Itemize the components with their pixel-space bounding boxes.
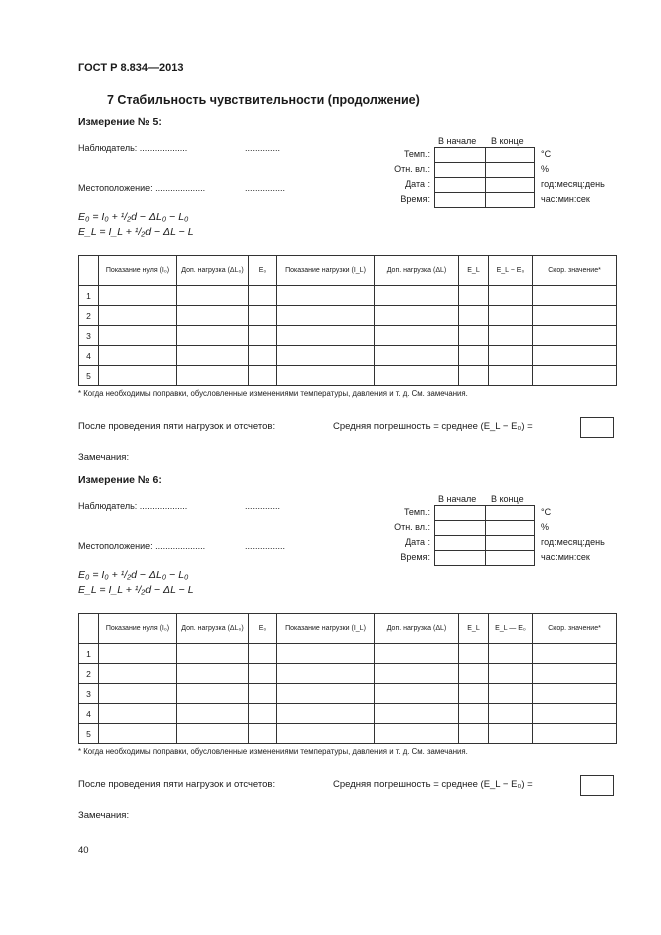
env-row-label: Отн. вл.:: [394, 522, 430, 532]
row-number: 2: [79, 664, 99, 684]
remarks-label: Замечания:: [78, 452, 130, 463]
table-cell[interactable]: [249, 644, 277, 664]
env-row-unit: час:мин:сек: [541, 552, 590, 562]
table-cell[interactable]: [99, 664, 177, 684]
env-end-cell[interactable]: [485, 520, 535, 536]
env-end-cell[interactable]: [485, 147, 535, 163]
formula-el: E_L = I_L + ¹/₂d − ΔL − L: [78, 584, 194, 596]
table-header-cell: E_L — E₀: [489, 614, 533, 644]
table-cell[interactable]: [277, 326, 375, 346]
table-cell[interactable]: [99, 326, 177, 346]
row-number: 3: [79, 684, 99, 704]
mean-error-text: Средняя погрешность = среднее (E_L − E₀) =: [333, 779, 533, 790]
table-cell[interactable]: [249, 306, 277, 326]
table-cell[interactable]: [249, 684, 277, 704]
table-cell[interactable]: [459, 684, 489, 704]
table-cell[interactable]: [459, 704, 489, 724]
measurement-title: Измерение № 6:: [78, 474, 162, 486]
table-cell[interactable]: [459, 286, 489, 306]
env-row-label: Время:: [400, 194, 430, 204]
table-cell[interactable]: [249, 326, 277, 346]
table-cell[interactable]: [177, 326, 249, 346]
table-cell[interactable]: [375, 306, 459, 326]
table-cell[interactable]: [177, 664, 249, 684]
env-row-unit: %: [541, 164, 550, 174]
table-header-cell: Доп. нагрузка (ΔL₀): [177, 256, 249, 286]
table-cell[interactable]: [533, 326, 617, 346]
mean-error-box[interactable]: [580, 417, 614, 438]
table-header-cell: Доп. нагрузка (ΔL): [375, 256, 459, 286]
table-cell[interactable]: [375, 724, 459, 744]
env-start-cell[interactable]: [434, 177, 486, 193]
env-row-label: Отн. вл.:: [394, 164, 430, 174]
remarks-label: Замечания:: [78, 810, 130, 821]
env-row-label: Темп.:: [403, 149, 430, 159]
location-field[interactable]: Местоположение: ....................: [78, 541, 206, 551]
table-header-cell: Скор. значение*: [533, 256, 617, 286]
table-row: [79, 286, 617, 306]
table-cell[interactable]: [533, 346, 617, 366]
env-end-cell[interactable]: [485, 162, 535, 178]
table-cell[interactable]: [249, 346, 277, 366]
row-number: 2: [79, 306, 99, 326]
measurement-title: Измерение № 5:: [78, 116, 162, 128]
measurement-table: [78, 255, 617, 386]
location-field[interactable]: Местоположение: ....................: [78, 183, 206, 193]
document-id: ГОСТ Р 8.834—2013: [78, 62, 184, 74]
col-end-label: В конце: [491, 136, 524, 146]
table-row: [79, 664, 617, 684]
row-number: 1: [79, 286, 99, 306]
env-start-cell[interactable]: [434, 162, 486, 178]
footnote: * Когда необходимы поправки, обусловленные изменениями температуры, давления и т. д. См. замечания.: [78, 747, 468, 756]
table-cell[interactable]: [249, 724, 277, 744]
table-cell[interactable]: [533, 644, 617, 664]
table-cell[interactable]: [99, 684, 177, 704]
after-loads-text: После проведения пяти нагрузок и отсчетов:: [78, 779, 276, 790]
table-cell[interactable]: [277, 664, 375, 684]
table-cell[interactable]: [375, 286, 459, 306]
table-cell[interactable]: [375, 704, 459, 724]
table-header-cell: E_L: [459, 256, 489, 286]
row-number: 4: [79, 704, 99, 724]
table-cell[interactable]: [277, 684, 375, 704]
table-header-cell: E_L: [459, 614, 489, 644]
row-number: 5: [79, 366, 99, 386]
observer-field[interactable]: Наблюдатель: ...................: [78, 143, 188, 153]
table-row: [79, 306, 617, 326]
table-cell[interactable]: [249, 664, 277, 684]
table-header-cell: [79, 614, 99, 644]
table-cell[interactable]: [177, 684, 249, 704]
formula-e0: E₀ = I₀ + ¹/₂d − ΔL₀ − L₀: [78, 211, 189, 223]
env-end-cell[interactable]: [485, 505, 535, 521]
table-row: [79, 366, 617, 386]
col-start-label: В начале: [438, 136, 477, 146]
table-header-cell: [79, 256, 99, 286]
row-number: 5: [79, 724, 99, 744]
table-header-cell: Показание нагрузки (I_L): [277, 256, 375, 286]
table-cell[interactable]: [177, 286, 249, 306]
table-cell[interactable]: [99, 644, 177, 664]
table-cell[interactable]: [489, 724, 533, 744]
col-start-label: В начале: [438, 494, 477, 504]
formula-e0: E₀ = I₀ + ¹/₂d − ΔL₀ − L₀: [78, 569, 189, 581]
table-cell[interactable]: [277, 346, 375, 366]
table-header-cell: Показание нагрузки (I_L): [277, 614, 375, 644]
table-cell[interactable]: [489, 306, 533, 326]
section-title: 7 Стабильность чувствительности (продолжение): [107, 93, 420, 107]
table-cell[interactable]: [533, 684, 617, 704]
table-row: [79, 724, 617, 744]
table-header-cell: E_L − E₀: [489, 256, 533, 286]
location-dots: ................: [245, 183, 286, 193]
table-cell[interactable]: [459, 306, 489, 326]
env-row-unit: год:месяц:день: [541, 179, 605, 189]
table-cell[interactable]: [277, 366, 375, 386]
table-cell[interactable]: [489, 366, 533, 386]
table-cell[interactable]: [249, 366, 277, 386]
env-row-unit: %: [541, 522, 550, 532]
table-cell[interactable]: [375, 684, 459, 704]
table-cell[interactable]: [533, 286, 617, 306]
table-cell[interactable]: [489, 704, 533, 724]
env-start-cell[interactable]: [434, 147, 486, 163]
table-cell[interactable]: [177, 644, 249, 664]
table-cell[interactable]: [533, 306, 617, 326]
env-row-label: Дата :: [405, 179, 430, 189]
table-cell[interactable]: [177, 366, 249, 386]
env-row-unit: °С: [541, 149, 552, 159]
env-row-label: Время:: [400, 552, 430, 562]
table-cell[interactable]: [375, 644, 459, 664]
table-cell[interactable]: [99, 704, 177, 724]
table-cell[interactable]: [375, 346, 459, 366]
table-cell[interactable]: [489, 664, 533, 684]
table-cell[interactable]: [277, 306, 375, 326]
env-row-label: Дата :: [405, 537, 430, 547]
observer-field[interactable]: Наблюдатель: ...................: [78, 501, 188, 511]
table-cell[interactable]: [99, 306, 177, 326]
page-number: 40: [78, 845, 89, 856]
table-cell[interactable]: [99, 286, 177, 306]
table-cell[interactable]: [533, 366, 617, 386]
table-cell[interactable]: [459, 664, 489, 684]
table-cell[interactable]: [459, 366, 489, 386]
table-cell[interactable]: [459, 326, 489, 346]
env-end-cell[interactable]: [485, 177, 535, 193]
table-cell[interactable]: [177, 346, 249, 366]
table-cell[interactable]: [489, 644, 533, 664]
table-cell[interactable]: [375, 326, 459, 346]
env-start-cell[interactable]: [434, 505, 486, 521]
after-loads-text: После проведения пяти нагрузок и отсчетов:: [78, 421, 276, 432]
table-cell[interactable]: [533, 724, 617, 744]
env-end-cell[interactable]: [485, 192, 535, 208]
table-header-cell: Скор. значение*: [533, 614, 617, 644]
env-start-cell[interactable]: [434, 520, 486, 536]
env-row-unit: °С: [541, 507, 552, 517]
formula-el: E_L = I_L + ¹/₂d − ΔL − L: [78, 226, 194, 238]
table-cell[interactable]: [99, 366, 177, 386]
table-cell[interactable]: [459, 346, 489, 366]
table-cell[interactable]: [489, 326, 533, 346]
table-cell[interactable]: [459, 644, 489, 664]
row-number: 4: [79, 346, 99, 366]
row-number: 3: [79, 326, 99, 346]
env-row-unit: час:мин:сек: [541, 194, 590, 204]
table-cell[interactable]: [99, 724, 177, 744]
table-header-cell: Доп. нагрузка (ΔL): [375, 614, 459, 644]
footnote: * Когда необходимы поправки, обусловленные изменениями температуры, давления и т. д. См. замечания.: [78, 389, 468, 398]
table-row: [79, 704, 617, 724]
table-cell[interactable]: [177, 704, 249, 724]
env-row-unit: год:месяц:день: [541, 537, 605, 547]
table-cell[interactable]: [249, 286, 277, 306]
observer-dots: ..............: [245, 501, 281, 511]
table-cell[interactable]: [533, 704, 617, 724]
table-row: [79, 644, 617, 664]
table-cell[interactable]: [277, 704, 375, 724]
table-cell[interactable]: [489, 286, 533, 306]
mean-error-text: Средняя погрешность = среднее (E_L − E₀) =: [333, 421, 533, 432]
env-start-cell[interactable]: [434, 535, 486, 551]
measurement-table: [78, 613, 617, 744]
env-start-cell[interactable]: [434, 550, 486, 566]
table-cell[interactable]: [489, 684, 533, 704]
table-cell[interactable]: [249, 704, 277, 724]
mean-error-box[interactable]: [580, 775, 614, 796]
table-row: [79, 684, 617, 704]
env-end-cell[interactable]: [485, 535, 535, 551]
col-end-label: В конце: [491, 494, 524, 504]
table-cell[interactable]: [489, 346, 533, 366]
table-cell[interactable]: [99, 346, 177, 366]
table-cell[interactable]: [375, 664, 459, 684]
table-header-cell: Доп. нагрузка (ΔL₀): [177, 614, 249, 644]
table-row: [79, 326, 617, 346]
env-start-cell[interactable]: [434, 192, 486, 208]
row-number: 1: [79, 644, 99, 664]
table-cell[interactable]: [177, 306, 249, 326]
table-header-cell: Показание нуля (I₀): [99, 614, 177, 644]
table-header-cell: E₀: [249, 256, 277, 286]
table-cell[interactable]: [277, 724, 375, 744]
observer-dots: ..............: [245, 143, 281, 153]
table-cell[interactable]: [459, 724, 489, 744]
table-cell[interactable]: [375, 366, 459, 386]
table-header-cell: Показание нуля (I₀): [99, 256, 177, 286]
env-end-cell[interactable]: [485, 550, 535, 566]
table-row: [79, 346, 617, 366]
table-cell[interactable]: [277, 644, 375, 664]
table-cell[interactable]: [277, 286, 375, 306]
table-cell[interactable]: [533, 664, 617, 684]
table-cell[interactable]: [177, 724, 249, 744]
location-dots: ................: [245, 541, 286, 551]
env-row-label: Темп.:: [403, 507, 430, 517]
table-header-cell: E₀: [249, 614, 277, 644]
